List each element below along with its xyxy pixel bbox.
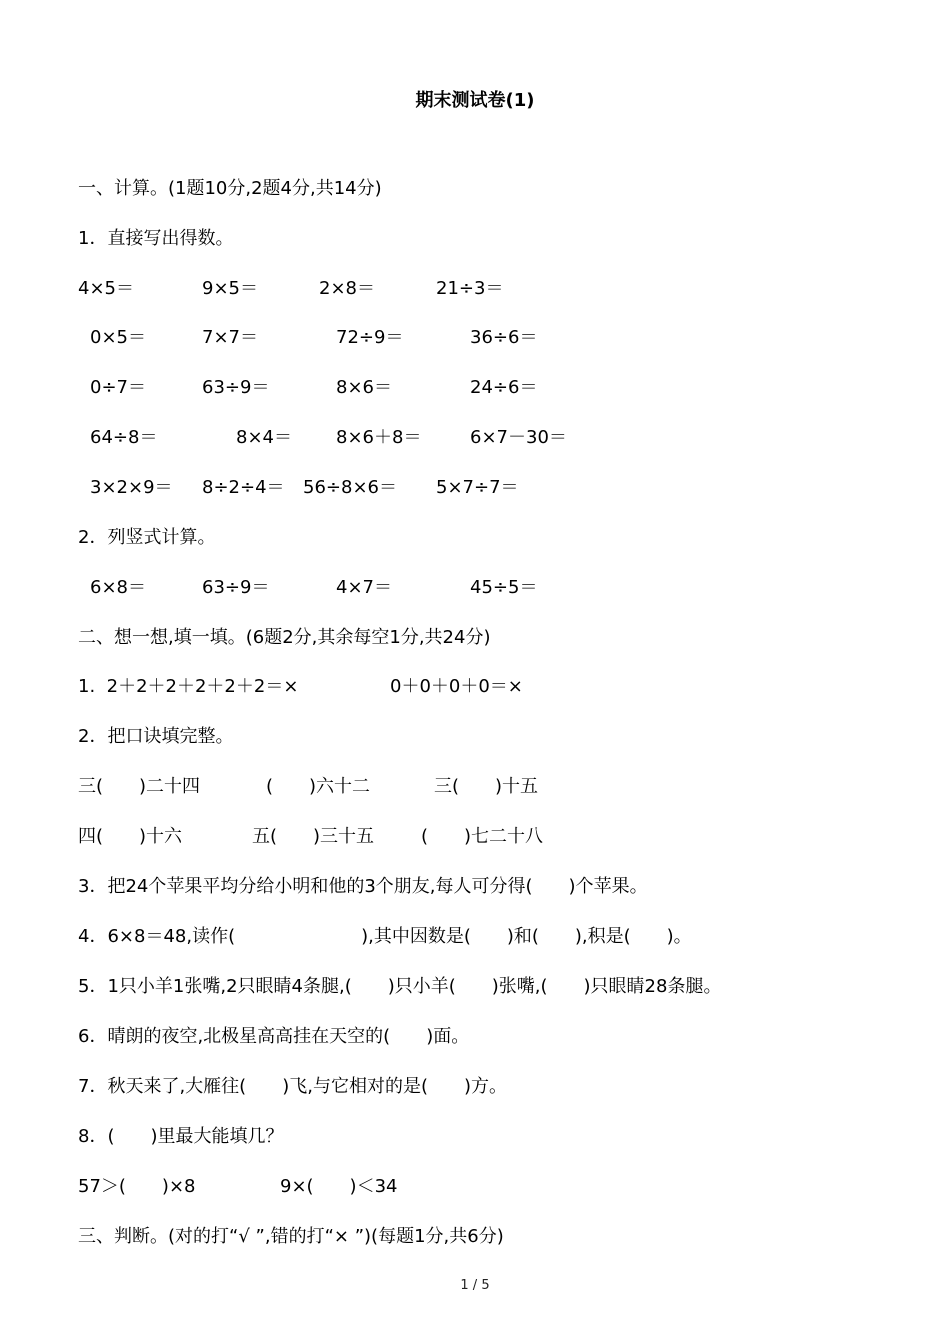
calc-item: 64÷8＝ <box>90 427 158 448</box>
fill-item: ( )七二十八 <box>421 826 544 847</box>
calc-item: 8÷2÷4＝ <box>202 477 285 498</box>
calc-item: 8×6＋8＝ <box>336 427 422 448</box>
fill-item: 四( )十六 <box>78 826 183 847</box>
calc-item: 5×7÷7＝ <box>436 477 519 498</box>
calc-item: 2×8＝ <box>319 278 375 299</box>
calc-item: 4×7＝ <box>336 577 392 598</box>
calc-item: 0÷7＝ <box>90 377 146 398</box>
question-2-7: 7．秋天来了,大雁往( )飞,与它相对的是( )方。 <box>78 1076 507 1097</box>
fill-item: 三( )十五 <box>434 776 539 797</box>
calc-item: 72÷9＝ <box>336 327 404 348</box>
calc-item: 6×8＝ <box>90 577 146 598</box>
section-1-heading: 一、计算。(1题10分,2题4分,共14分) <box>78 178 382 199</box>
question-2-1: 1. 2＋2＋2＋2＋2＋2＝× <box>78 676 299 697</box>
question-2-8-label: 8．( )里最大能填几？ <box>78 1126 284 1147</box>
calc-item: 45÷5＝ <box>470 577 538 598</box>
calc-item: 0×5＝ <box>90 327 146 348</box>
section-2-heading: 二、想一想,填一填。(6题2分,其余每空1分,共24分) <box>78 627 491 648</box>
calc-item: 36÷6＝ <box>470 327 538 348</box>
calc-item: 7×7＝ <box>202 327 258 348</box>
question-1-1-label: 1．直接写出得数。 <box>78 228 234 249</box>
question-1-2-label: 2．列竖式计算。 <box>78 527 216 548</box>
calc-item: 21÷3＝ <box>436 278 504 299</box>
calc-item: 24÷6＝ <box>470 377 538 398</box>
calc-item: 56÷8×6＝ <box>303 477 397 498</box>
calc-item: 9×5＝ <box>202 278 258 299</box>
calc-item: 63÷9＝ <box>202 377 270 398</box>
calc-item: 4×5＝ <box>78 278 134 299</box>
calc-item: 8×6＝ <box>336 377 392 398</box>
calc-item: 6×7－30＝ <box>470 427 567 448</box>
calc-item: 63÷9＝ <box>202 577 270 598</box>
question-2-2-label: 2．把口诀填完整。 <box>78 726 234 747</box>
compare-item: 9×( )＜34 <box>280 1176 398 1197</box>
compare-item: 57＞( )×8 <box>78 1176 196 1197</box>
fill-item: 三( )二十四 <box>78 776 201 797</box>
fill-item: 五( )三十五 <box>252 826 375 847</box>
section-3-heading: 三、判断。(对的打“√ ”,错的打“× ”)(每题1分,共6分) <box>78 1226 504 1247</box>
page-number: 1 / 5 <box>460 1278 490 1293</box>
question-2-3: 3．把24个苹果平均分给小明和他的3个朋友,每人可分得( )个苹果。 <box>78 876 648 897</box>
question-2-1: 0＋0＋0＋0＝× <box>390 676 523 697</box>
question-2-6: 6．晴朗的夜空,北极星高高挂在天空的( )面。 <box>78 1026 470 1047</box>
question-2-4: 4．6×8＝48,读作( ),其中因数是( )和( ),积是( )。 <box>78 926 692 947</box>
question-2-5: 5．1只小羊1张嘴,2只眼睛4条腿,( )只小羊( )张嘴,( )只眼睛28条腿。 <box>78 976 722 997</box>
calc-item: 3×2×9＝ <box>90 477 173 498</box>
calc-item: 8×4＝ <box>236 427 292 448</box>
fill-item: ( )六十二 <box>266 776 371 797</box>
page-title: 期末测试卷(1) <box>415 90 535 111</box>
